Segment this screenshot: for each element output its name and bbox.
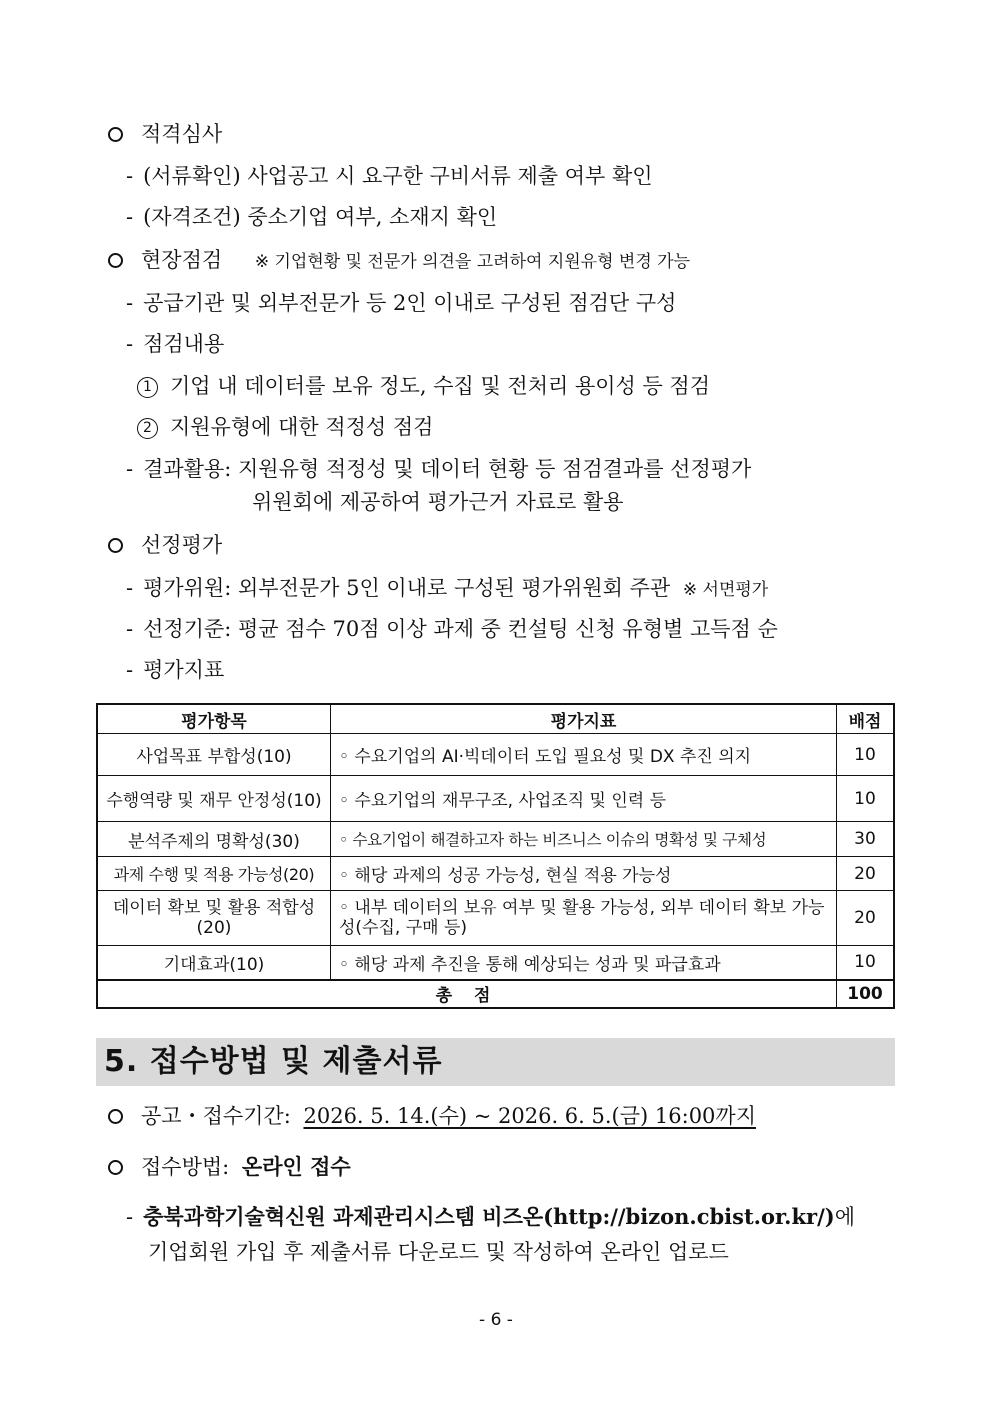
method-value: 온라인 접수 [241, 1154, 351, 1179]
section-title: 5. 접수방법 및 제출서류 [104, 1044, 443, 1079]
total-label: 총 점 [97, 980, 837, 1008]
site-check-item: - 점검내용 [126, 332, 225, 356]
site-check-heading: 현장점검 ※ 기업현황 및 전문가 의견을 고려하여 지원유형 변경 가능 [108, 246, 690, 276]
site-check-note: ※ 기업현황 및 전문가 의견을 고려하여 지원유형 변경 가능 [254, 252, 691, 272]
period-line: 공고・접수기간: 2026. 5. 14.(수) ~ 2026. 6. 5.(금) 16:00까지 [108, 1102, 756, 1130]
site-check-result-cont: 위원회에 제공하여 평가근거 자료로 활용 [252, 490, 624, 514]
cell-points: 30 [837, 822, 895, 857]
selection-criteria: - 선정기준: 평균 점수 70점 이상 과제 중 컨설팅 신청 유형별 고득점 순 [126, 617, 778, 641]
cell-item: 데이터 확보 및 활용 적합성(20) [97, 891, 331, 946]
section-header [96, 1038, 895, 1086]
table-row [97, 822, 894, 857]
circle-bullet-icon [108, 538, 123, 553]
cell-points: 20 [837, 857, 895, 891]
total-points: 100 [837, 980, 895, 1008]
cell-item: 수행역량 및 재무 안정성(10) [97, 776, 331, 822]
page-number: - 6 - [479, 1310, 513, 1330]
qualification-heading: 적격심사 [108, 120, 222, 148]
cell-points: 10 [837, 734, 895, 776]
cell-indicator: ◦ 수요기업이 해결하고자 하는 비즈니스 이슈의 명확성 및 구체성 [331, 822, 837, 857]
table-row [97, 857, 894, 891]
header-points: 배점 [837, 704, 895, 734]
cell-item: 기대효과(10) [97, 946, 331, 980]
cell-points: 10 [837, 946, 895, 980]
site-check-result: - 결과활용: 지원유형 적정성 및 데이터 현황 등 점검결과를 선정평가 [126, 457, 752, 481]
circled-number: 1 [137, 377, 158, 398]
site-check-subitem: 1 기업 내 데이터를 보유 정도, 수집 및 전처리 용이성 등 점검 [137, 372, 710, 400]
table-row [97, 946, 894, 980]
circle-bullet-icon [108, 1109, 123, 1124]
table-row [97, 734, 894, 776]
cell-points: 10 [837, 776, 895, 822]
period-value: 2026. 5. 14.(수) ~ 2026. 6. 5.(금) 16:00까지 [303, 1104, 756, 1128]
circle-bullet-icon [108, 1160, 123, 1175]
circle-bullet-icon [108, 127, 123, 142]
evaluation-table [96, 703, 895, 1009]
selection-indicator-label: - 평가지표 [126, 658, 225, 682]
cell-indicator: ◦ 해당 과제 추진을 통해 예상되는 성과 및 파급효과 [331, 946, 837, 980]
table-row [97, 891, 894, 946]
table-row [97, 776, 894, 822]
method-desc: - 충북과학기술혁신원 과제관리시스템 비즈온(http://bizon.cbist.or.kr/)에 [126, 1204, 855, 1229]
table-header-row [97, 704, 894, 734]
cell-points: 20 [837, 891, 895, 946]
method-line: 접수방법: 온라인 접수 [108, 1153, 351, 1181]
cell-indicator: ◦ 내부 데이터의 보유 여부 및 활용 가능성, 외부 데이터 확보 가능성(수집, 구매 등) [331, 891, 837, 946]
site-check-subitem: 2 지원유형에 대한 적정성 점검 [137, 413, 433, 441]
selection-committee: - 평가위원: 외부전문가 5인 이내로 구성된 평가위원회 주관 ※ 서면평가 [126, 576, 769, 600]
header-item: 평가항목 [97, 704, 331, 734]
method-desc-bold: 충북과학기술혁신원 과제관리시스템 비즈온(http://bizon.cbist.or.kr/) [143, 1204, 835, 1229]
cell-item: 사업목표 부합성(10) [97, 734, 331, 776]
table-total-row [97, 980, 894, 1008]
cell-indicator: ◦ 수요기업의 AI·빅데이터 도입 필요성 및 DX 추진 의지 [331, 734, 837, 776]
cell-item: 분석주제의 명확성(30) [97, 822, 331, 857]
qualification-item: - (자격조건) 중소기업 여부, 소재지 확인 [126, 205, 498, 229]
cell-indicator: ◦ 수요기업의 재무구조, 사업조직 및 인력 등 [331, 776, 837, 822]
selection-heading: 선정평가 [108, 531, 222, 559]
circle-bullet-icon [108, 253, 123, 268]
cell-indicator: ◦ 해당 과제의 성공 가능성, 현실 적용 가능성 [331, 857, 837, 891]
cell-item: 과제 수행 및 적용 가능성(20) [97, 857, 331, 891]
method-desc-cont: 기업회원 가입 후 제출서류 다운로드 및 작성하여 온라인 업로드 [148, 1240, 729, 1264]
site-check-item: - 공급기관 및 외부전문가 등 2인 이내로 구성된 점검단 구성 [126, 291, 677, 315]
qualification-item: - (서류확인) 사업공고 시 요구한 구비서류 제출 여부 확인 [126, 164, 653, 188]
circled-number: 2 [137, 418, 158, 439]
header-indicator: 평가지표 [331, 704, 837, 734]
